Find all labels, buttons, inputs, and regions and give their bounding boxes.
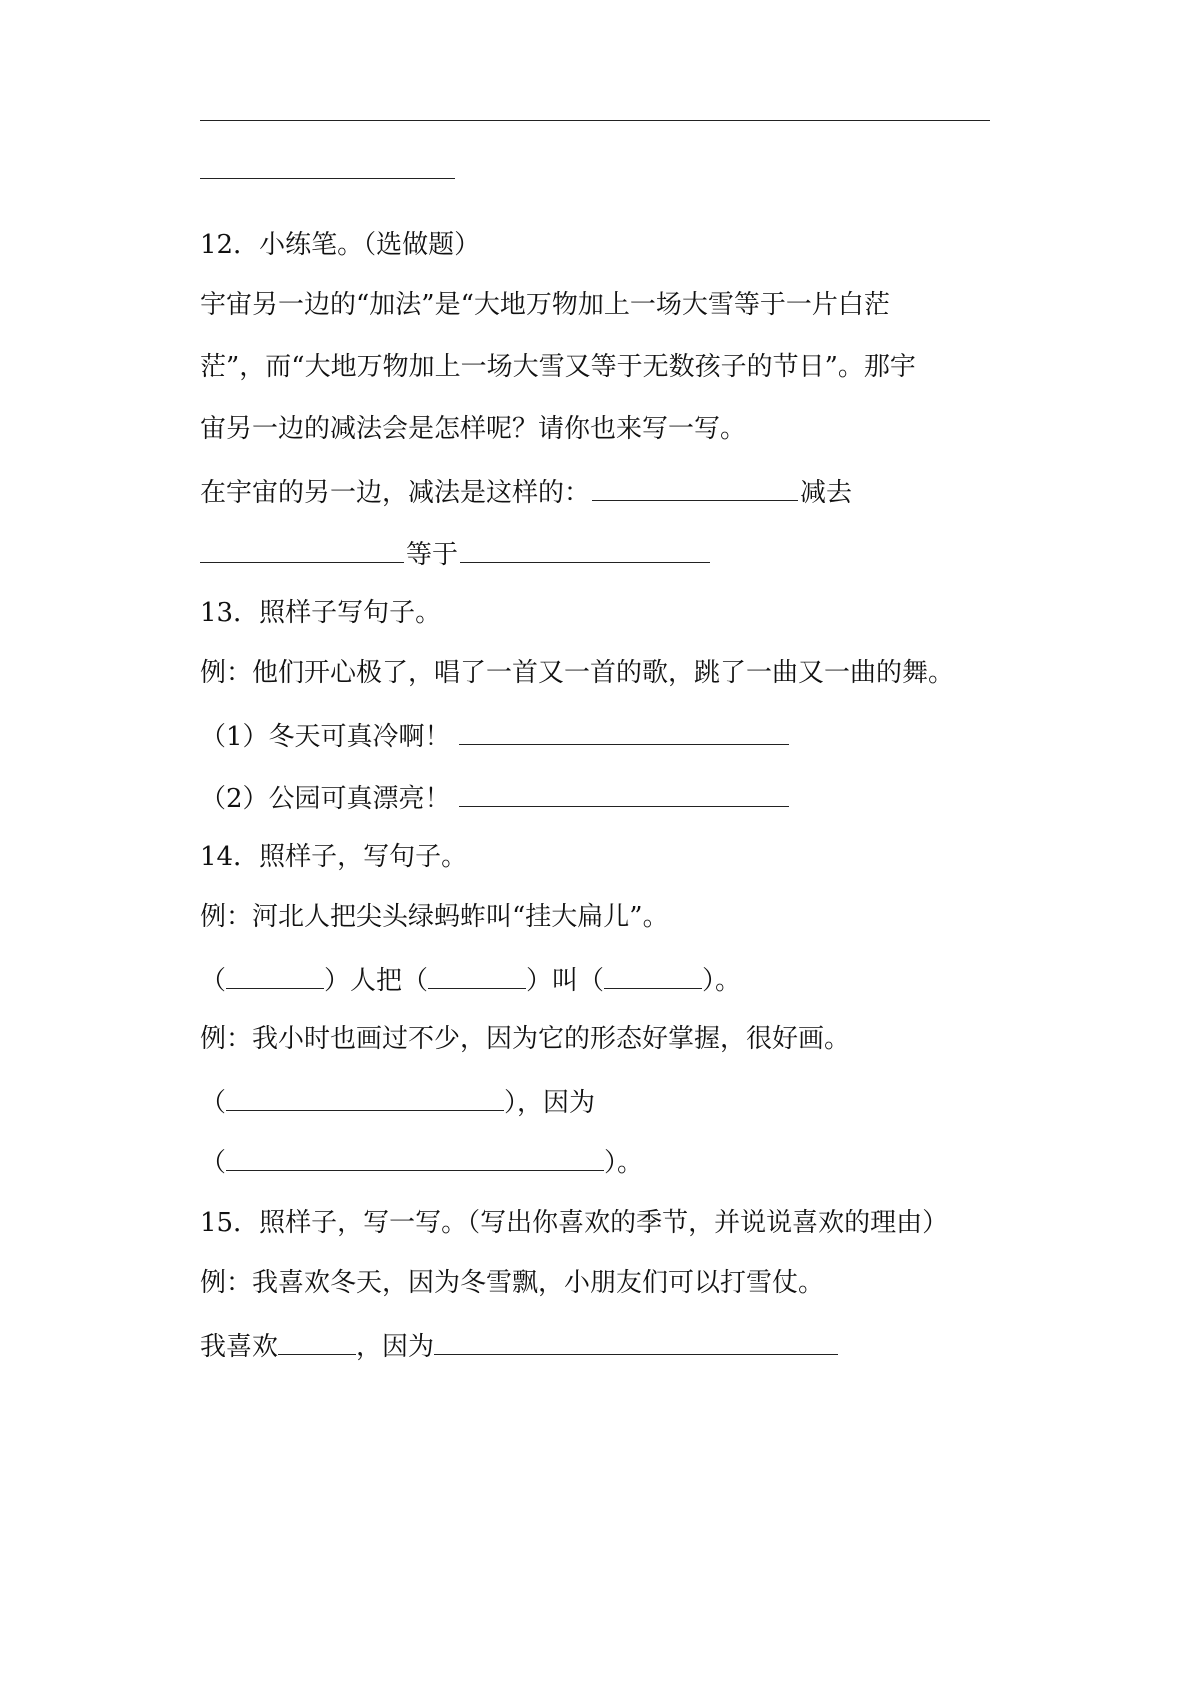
- q15-fill-line: [200, 1328, 838, 1362]
- q12-fill-label: 减去: [800, 478, 853, 508]
- q14-fill-line: [200, 1084, 595, 1118]
- answer-blank[interactable]: [200, 536, 404, 563]
- q15-fill-label: ，因为: [356, 1332, 435, 1362]
- answer-blank[interactable]: [592, 474, 798, 501]
- q14-paren-text: ）人把（: [324, 966, 429, 996]
- q12-fill-label: 在宇宙的另一边，减法是这样的：: [200, 478, 591, 508]
- q12-paragraph-line: 宇宙另一边的“加法”是“大地万物加上一场大雪等于一片白茫: [200, 290, 890, 320]
- answer-blank[interactable]: [460, 536, 710, 563]
- q15-example: 例：我喜欢冬天，因为冬雪飘，小朋友们可以打雪仗。: [200, 1268, 825, 1298]
- q13-item: [200, 718, 791, 752]
- q14-paren-text: ），因为: [504, 1088, 596, 1118]
- q14-paren: （: [200, 966, 227, 996]
- q13-example: 例：他们开心极了，唱了一首又一首的歌，跳了一曲又一曲的舞。: [200, 658, 955, 688]
- answer-blank[interactable]: [604, 962, 702, 989]
- q12-fill-label: 等于: [406, 540, 459, 570]
- q13-item-label: （2）公园可真漂亮！: [200, 784, 451, 814]
- q14-paren-text: ）。: [604, 1148, 644, 1178]
- answer-line[interactable]: [200, 178, 455, 179]
- answer-blank[interactable]: [226, 1084, 504, 1111]
- q12-paragraph-line: 宙另一边的减法会是怎样呢？请你也来写一写。: [200, 414, 747, 444]
- answer-blank[interactable]: [434, 1328, 838, 1355]
- answer-blank[interactable]: [226, 962, 324, 989]
- q13-title: 13．照样子写句子。: [200, 598, 442, 628]
- q14-paren: （: [200, 1148, 227, 1178]
- q14-example: 例：河北人把尖头绿蚂蚱叫“挂大扁儿”。: [200, 902, 669, 932]
- q14-fill-line: [200, 962, 741, 996]
- worksheet-page: [200, 0, 1000, 1684]
- q15-title: 15．照样子，写一写。（写出你喜欢的季节，并说说喜欢的理由）: [200, 1208, 949, 1238]
- q14-title: 14．照样子，写句子。: [200, 842, 468, 872]
- q14-example: 例：我小时也画过不少，因为它的形态好掌握，很好画。: [200, 1024, 851, 1054]
- q14-paren-text: ）叫（: [526, 966, 605, 996]
- q14-paren: （: [200, 1088, 227, 1118]
- q14-fill-line: [200, 1144, 643, 1178]
- q15-fill-label: 我喜欢: [200, 1332, 279, 1362]
- q12-title: 12．小练笔。（选做题）: [200, 230, 481, 260]
- q12-paragraph-line: 茫”，而“大地万物加上一场大雪又等于无数孩子的节日”。那宇: [200, 352, 916, 382]
- q13-item-label: （1）冬天可真冷啊！: [200, 722, 451, 752]
- answer-line[interactable]: [200, 120, 990, 121]
- q12-fill-line: [200, 536, 712, 570]
- q12-fill-line: [200, 474, 852, 508]
- q13-item: [200, 780, 791, 814]
- answer-blank[interactable]: [226, 1144, 604, 1171]
- answer-blank[interactable]: [428, 962, 526, 989]
- answer-blank[interactable]: [278, 1328, 356, 1355]
- answer-blank[interactable]: [459, 718, 789, 745]
- answer-blank[interactable]: [459, 780, 789, 807]
- q14-paren-text: ）。: [702, 966, 742, 996]
